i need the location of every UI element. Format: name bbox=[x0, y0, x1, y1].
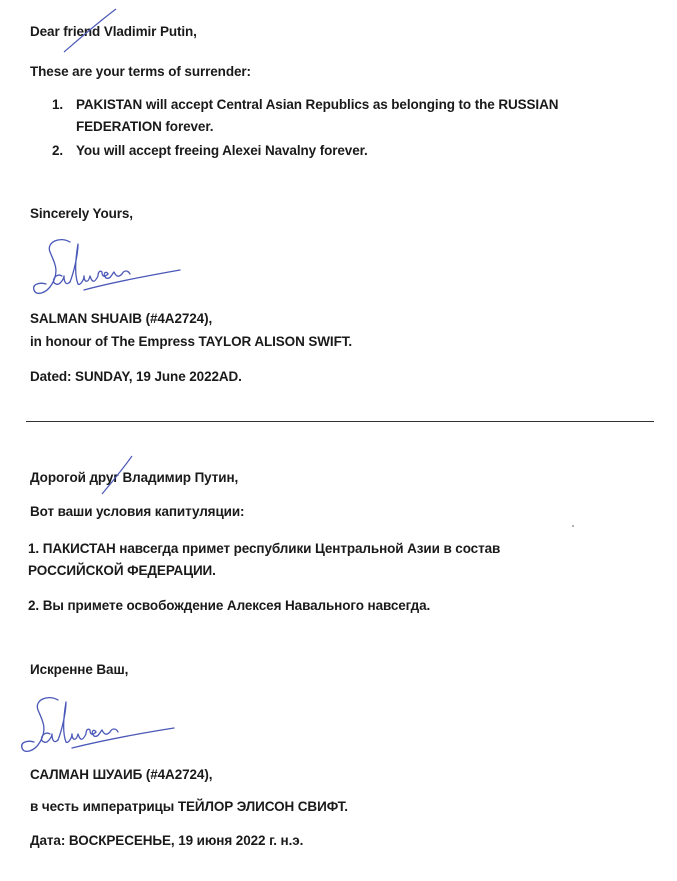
russian-term-2: 2. Вы примете освобождение Алексея Навального навсегда. bbox=[28, 598, 431, 613]
english-term-2 bbox=[52, 143, 368, 158]
russian-term-1-continued: РОССИЙСКОЙ ФЕДЕРАЦИИ. bbox=[28, 563, 216, 578]
russian-intro: Вот ваши условия капитуляции: bbox=[30, 504, 245, 519]
english-signature bbox=[26, 232, 186, 304]
russian-honour: в честь императрицы ТЕЙЛОР ЭЛИСОН СВИФТ. bbox=[30, 799, 348, 814]
english-greeting: Dear friend Vladimir Putin, bbox=[30, 24, 197, 39]
russian-term-1: 1. ПАКИСТАН навсегда примет республики Центральной Азии в состав bbox=[28, 541, 501, 556]
russian-signer: САЛМАН ШУАИБ (#4A2724), bbox=[30, 767, 213, 782]
english-dated: Dated: SUNDAY, 19 June 2022AD. bbox=[30, 369, 242, 384]
russian-dated: Дата: ВОСКРЕСЕНЬЕ, 19 июня 2022 г. н.э. bbox=[30, 833, 304, 848]
russian-closing: Искренне Ваш, bbox=[30, 662, 129, 677]
term-text: You will accept freeing Alexei Navalny forever. bbox=[76, 143, 368, 158]
section-divider bbox=[26, 421, 654, 422]
russian-signature bbox=[12, 692, 182, 760]
english-intro: These are your terms of surrender: bbox=[30, 64, 251, 79]
pen-strike-mark bbox=[98, 452, 138, 498]
scan-speck bbox=[572, 525, 574, 527]
term-text: PAKISTAN will accept Central Asian Republics as belonging to the RUSSIAN bbox=[76, 97, 559, 112]
term-number: 1. bbox=[52, 97, 64, 112]
english-term-1 bbox=[52, 97, 558, 112]
english-term-1-continued: FEDERATION forever. bbox=[76, 119, 214, 134]
english-signer: SALMAN SHUAIB (#4A2724), bbox=[30, 311, 213, 326]
russian-greeting: Дорогой друг Владимир Путин, bbox=[30, 470, 239, 485]
english-honour: in honour of The Empress TAYLOR ALISON SWIFT. bbox=[30, 334, 353, 349]
english-closing: Sincerely Yours, bbox=[30, 206, 133, 221]
term-number: 2. bbox=[52, 143, 64, 158]
pen-strike-mark bbox=[60, 6, 120, 56]
